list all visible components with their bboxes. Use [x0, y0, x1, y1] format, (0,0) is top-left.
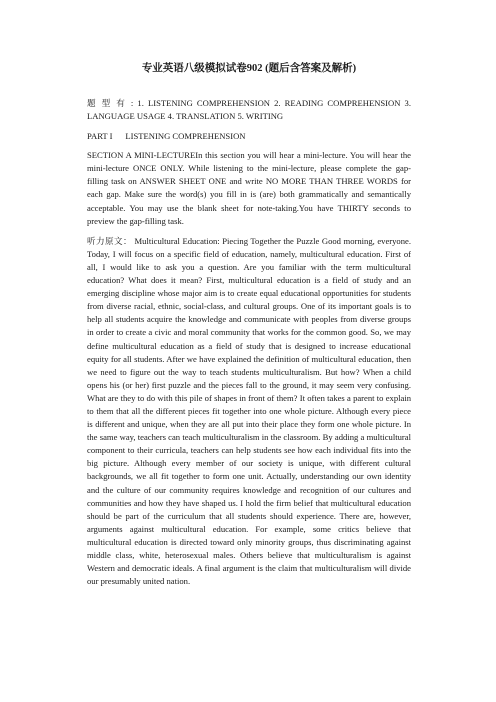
section-instructions: SECTION A MINI-LECTUREIn this section you will hear a mini-lecture. You will hear the mini-lecture ONCE ONLY. While listening to the mini-lecture, please complete the gap-filling task on ANSWER SHEET ONE and write NO MORE THAN THREE WORDS for each gap. Make sure the word(s) you fill in is (are) both grammatically and semantically acceptable. You may use the blank sheet for note-taking.You have THIRTY seconds to preview the gap-filling task.	[87, 150, 411, 226]
listening-script: 听力原文： Multicultural Education: Piecing Together the Puzzle Good morning, everyone. Today, I will focus on a specific field of education, namely, multicultural education. First of all, I would like to ask you a question. Are you familiar with the term multicultural education? What does it mean? First, multicultural education is a field of study and an emerging discipline whose major aim is to create equal educational opportunities for students from diverse racial, ethnic, social-class, and cultural groups. One of its important goals is to help all students acquire the knowledge and communicate with peoples from diverse groups in order to create a civic and moral community that works for the common good. So, we may define multicultural education as a field of study that is designed to increase educational equity for all students. After we have explained the definition of multicultural education, then we need to figure out the way to teach students multiculturalism. But how? When a child opens his (or her) first puzzle and the pieces fall to the ground, it may seem very confusing. What are they to do with this pile of shapes in front of them? It often takes a parent to explain to them that all the different pieces fit together into one whole picture. Although every piece is different and unique, when they are all put into their place they form one whole picture. In the same way, teachers can teach multiculturalism in the classroom. By adding a multicultural component to their curricula, teachers can help students see how each individual fits into the big picture. Although every member of our society is unique, with different cultural backgrounds, we all fit together to form one unit. Actually, understanding our own identity and the culture of our community requires knowledge and recognition of our cultures and communities and how they have shaped us. I hold the firm belief that multicultural education should be part of the curriculum that all students should experience. There are, however, arguments against multicultural education. For example, some critics believe that multicultural education is directed toward only minority groups, thus discriminating against middle class, white, heterosexual males. Others believe that multiculturalism is against Western and democratic ideals. A final argument is the claim that multiculturalism will divide our presumably united nation.	[87, 235, 411, 587]
part-heading: PART I LISTENING COMPREHENSION	[87, 131, 246, 142]
document-title: 专业英语八级模拟试卷902 (题后含答案及解析)	[141, 63, 357, 74]
question-types: 题 型 有 : 1. LISTENING COMPREHENSION 2. READING COMPREHENSION 3. LANGUAGE USAGE 4. TRANSLATION 5. WRITING	[87, 98, 411, 122]
document-page	[87, 62, 411, 588]
